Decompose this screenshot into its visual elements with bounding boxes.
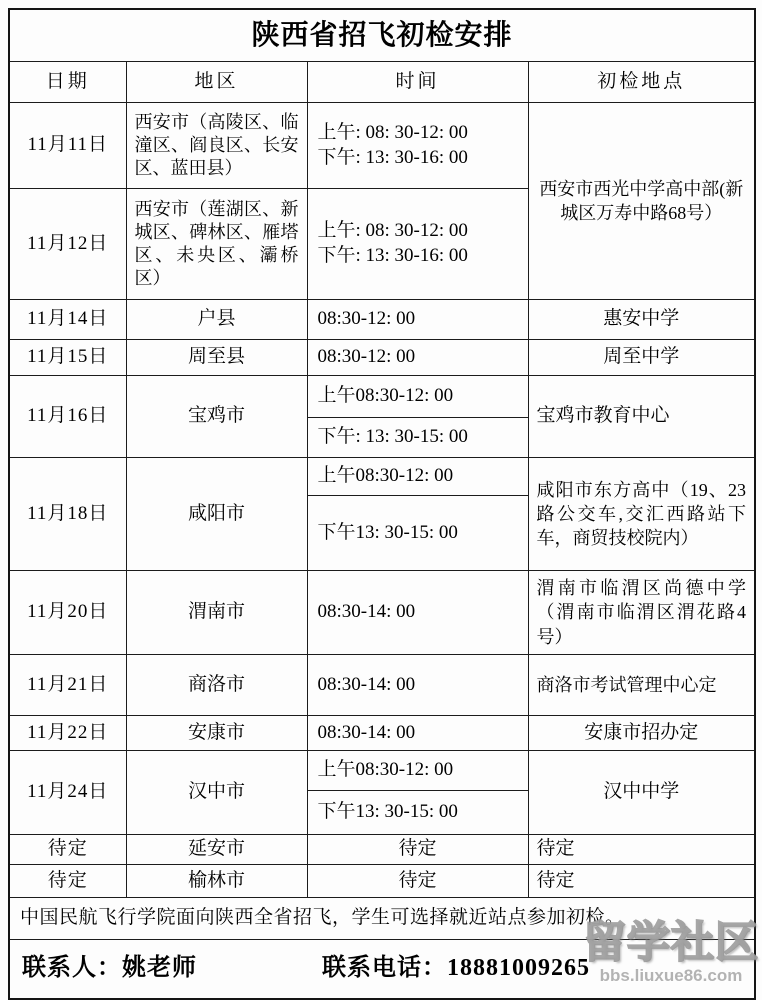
region-cell: 延安市 (126, 835, 307, 865)
time-cell: 待定 (307, 835, 528, 865)
title-row (9, 9, 755, 62)
region-cell: 西安市（高陵区、临潼区、阎良区、长安区、蓝田县） (126, 103, 307, 189)
table-row (9, 835, 755, 865)
region-cell: 安康市 (126, 716, 307, 751)
time-cell: 08:30-14: 00 (307, 571, 528, 655)
table-row (9, 655, 755, 716)
region-cell: 西安市（莲湖区、新城区、碑林区、雁塔区、未央区、灞桥区） (126, 189, 307, 300)
date-cell: 11月20日 (9, 571, 126, 655)
date-cell: 11月15日 (9, 340, 126, 376)
table-row (9, 300, 755, 340)
table-row (9, 571, 755, 655)
location-cell: 惠安中学 (528, 300, 755, 340)
table-row (9, 716, 755, 751)
page-title: 陕西省招飞初检安排 (9, 9, 755, 62)
region-cell: 宝鸡市 (126, 376, 307, 458)
col-header-time: 时间 (307, 62, 528, 103)
table-row (9, 376, 755, 418)
recruitment-schedule-table (8, 8, 756, 1000)
contact-phone: 联系电话：18881009265 (322, 955, 590, 982)
location-cell: 汉中中学 (528, 751, 755, 835)
watermark-logo: 留学社区 (583, 919, 759, 967)
location-cell: 待定 (528, 865, 755, 898)
watermark-url: bbs.liuxue86.com (599, 966, 743, 985)
time-cell: 08:30-14: 00 (307, 655, 528, 716)
pm-time: 下午: 13: 30-16: 00 (317, 146, 468, 168)
time-cell: 待定 (307, 865, 528, 898)
date-cell: 待定 (9, 835, 126, 865)
location-cell: 西安市西光中学高中部(新城区万寿中路68号） (528, 103, 755, 300)
region-cell: 汉中市 (126, 751, 307, 835)
time-cell (307, 189, 528, 300)
table-row (9, 458, 755, 496)
time-cell (307, 103, 528, 189)
am-time-cell: 上午08:30-12: 00 (307, 751, 528, 791)
contact-cell (9, 940, 755, 1000)
contact-person: 联系人：姚老师 (22, 955, 197, 982)
pm-time-cell: 下午13: 30-15: 00 (307, 791, 528, 835)
region-cell: 商洛市 (126, 655, 307, 716)
region-cell: 渭南市 (126, 571, 307, 655)
date-cell: 11月21日 (9, 655, 126, 716)
region-cell: 榆林市 (126, 865, 307, 898)
date-cell: 11月14日 (9, 300, 126, 340)
note-row (9, 898, 755, 940)
location-cell: 渭南市临渭区尚德中学（渭南市临渭区渭花路4号） (528, 571, 755, 655)
date-cell: 11月18日 (9, 458, 126, 571)
am-time: 上午: 08: 30-12: 00 (317, 121, 468, 143)
pm-time-cell: 下午: 13: 30-15: 00 (307, 418, 528, 458)
date-cell: 11月22日 (9, 716, 126, 751)
date-cell: 待定 (9, 865, 126, 898)
table-row (9, 340, 755, 376)
location-cell: 宝鸡市教育中心 (528, 376, 755, 458)
date-cell: 11月16日 (9, 376, 126, 458)
region-cell: 户县 (126, 300, 307, 340)
contact-row (9, 940, 755, 1000)
date-cell: 11月24日 (9, 751, 126, 835)
am-time: 上午: 08: 30-12: 00 (317, 220, 468, 242)
col-header-date: 日期 (9, 62, 126, 103)
location-cell: 咸阳市东方高中（19、23路公交车,交汇西路站下车，商贸技校院内） (528, 458, 755, 571)
date-cell: 11月12日 (9, 189, 126, 300)
region-cell: 咸阳市 (126, 458, 307, 571)
am-time-cell: 上午08:30-12: 00 (307, 376, 528, 418)
location-cell: 商洛市考试管理中心定 (528, 655, 755, 716)
am-time-cell: 上午08:30-12: 00 (307, 458, 528, 496)
pm-time-cell: 下午13: 30-15: 00 (307, 496, 528, 571)
header-row (9, 62, 755, 103)
location-cell: 安康市招办定 (528, 716, 755, 751)
col-header-region: 地区 (126, 62, 307, 103)
table-row (9, 103, 755, 189)
location-cell: 待定 (528, 835, 755, 865)
time-cell: 08:30-12: 00 (307, 340, 528, 376)
date-cell: 11月11日 (9, 103, 126, 189)
location-cell: 周至中学 (528, 340, 755, 376)
time-cell: 08:30-14: 00 (307, 716, 528, 751)
table-row (9, 751, 755, 791)
note-text: 中国民航飞行学院面向陕西全省招飞，学生可选择就近站点参加初检。 (9, 898, 755, 940)
table-row (9, 865, 755, 898)
col-header-location: 初检地点 (528, 62, 755, 103)
pm-time: 下午: 13: 30-16: 00 (317, 245, 468, 266)
time-cell: 08:30-12: 00 (307, 300, 528, 340)
region-cell: 周至县 (126, 340, 307, 376)
